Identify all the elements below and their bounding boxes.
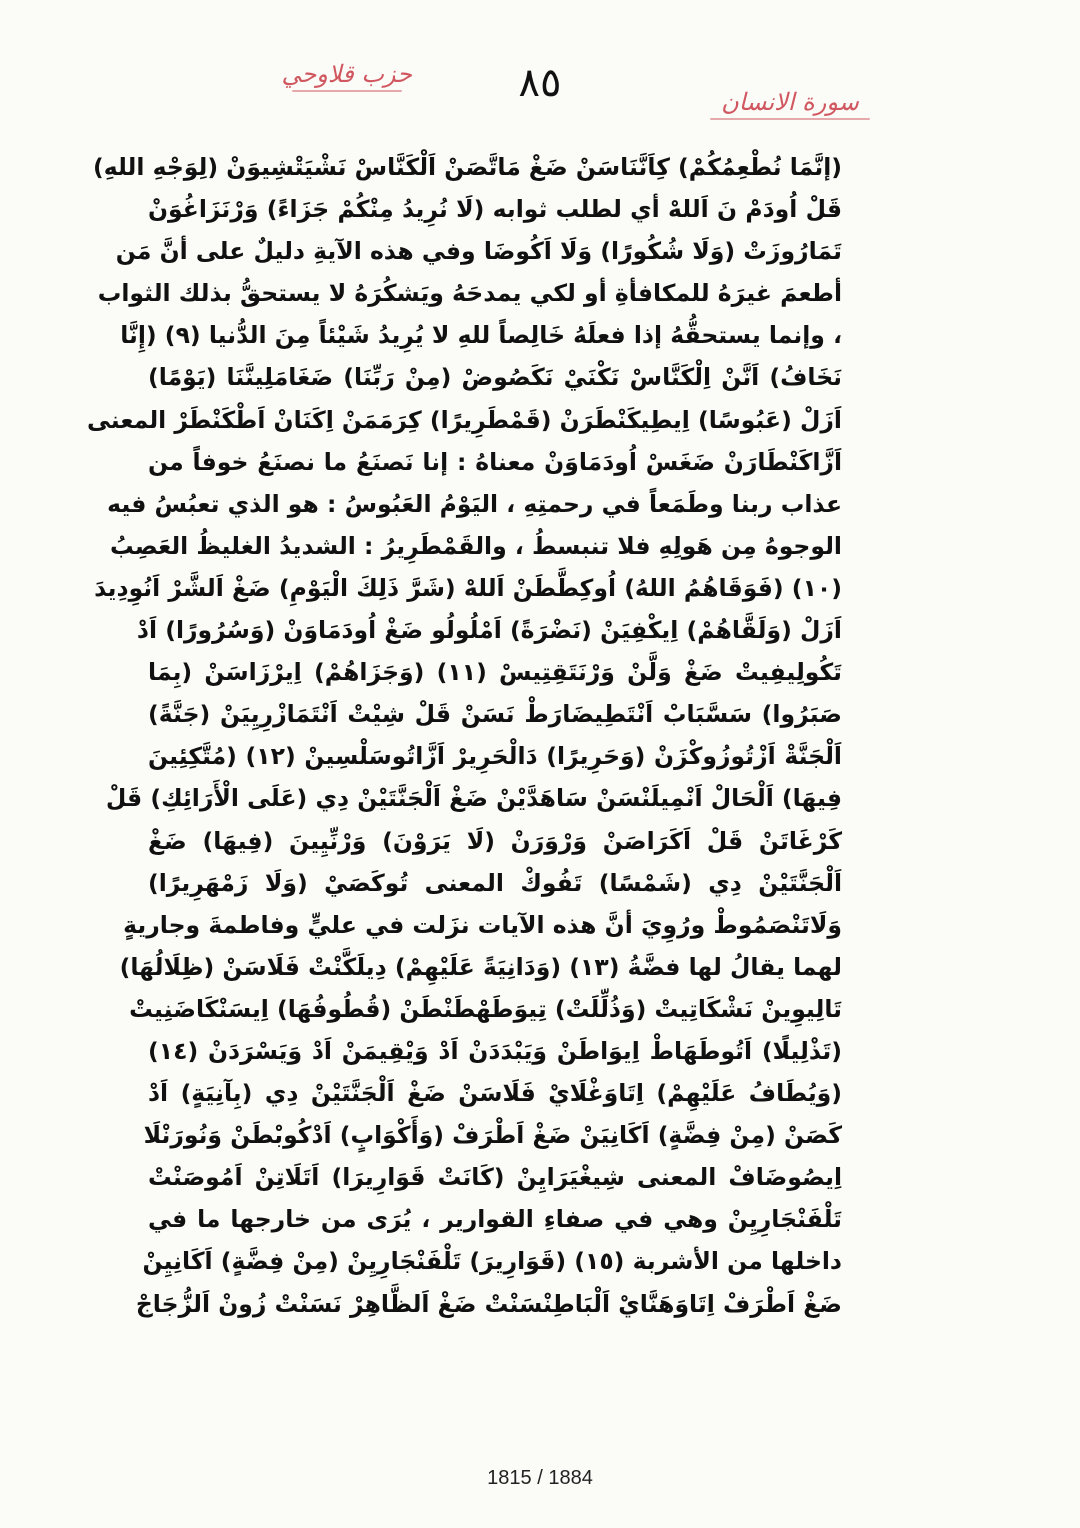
text-line: ضَغْ اَطْرَفْ اِتَاوَهَنَّايْ اَلْبَاطِنْسَنْتْ ضَغْ اَلظَّاهِرْ نَسَنْتْ زُونْ اَلزُّجَاجْ <box>135 1289 842 1318</box>
hizb-note: حزب قلاوحي <box>282 60 412 92</box>
text-line: لهما يقالُ لها فضَّةُ (١٣) (وَدَانِيَةً عَلَيْهِمْ) دِيلَكَّنْتْ فَلَاسَنْ (ظِلَالُهَا) <box>119 952 842 981</box>
text-line: تَكُولِيفِيتْ ضَغْ وَلَّنْ وَرْنَتَقِتِيسْ (١١) (وَجَزَاهُمْ) اِيرْزَاسَنْ (بِمَا <box>148 658 843 687</box>
body-text <box>86 146 843 1325</box>
text-line: فِيهَا) اَلْحَالْ اَنْمِيلَنْسَنْ سَاهَدَّيْنْ ضَغْ اَلْجَنَّتَيْنْ دِي (عَلَى الْأَرَائِكِ) قَلْ <box>105 784 842 813</box>
text-line: اَزَلْ (عَبُوسًا) اِيطِيكَنْطَرَنْ (قَمْطَرِيرًا) كِرَمَمَنْ اِكَنَانْ اَطْكَنْطَرْ المعنى <box>86 405 842 434</box>
text-line: قَلْ اُودَمْ نَ اَللهْ أي لطلب ثوابه (لَا نُرِيدُ مِنْكُمْ جَزَاءً) وَرْنَزَاغُوَنْ <box>148 195 842 224</box>
text-line: اَلْجَنَّتَيْنْ دِي (شَمْسًا) تَفُوكْ المعنى تُوكَصَيْ (وَلَا زَمْهَرِيرًا) <box>148 868 842 897</box>
text-line: نَخَافُ) اَنَّنْ اِلْكَنَّاسْ نَكْنَيْ نَكَصُوضْ (مِنْ رَبِّنَا) ضَغَامَلِينَّنَا (يَوْمًا) <box>148 363 842 392</box>
surah-note: سورة الانسان <box>700 88 880 120</box>
text-line: كَرْغَاتَنْ قَلْ اَكَرَاصَنْ وَرْوَرَنْ (لَا يَرَوْنَ) وَرْنِّيِينَ (فِيهَا) ضَغْ <box>148 826 842 855</box>
text-line: وَلَاتَنْصَمُوطْ ورُوِيَ أنَّ هذه الآيات نزَلت في عليٍّ وفاطمةَ وجاريةٍ <box>123 910 842 939</box>
text-line: صَبَرُوا) سَسَّبَابْ اَنْتَطِيضَارَطْ نَسَنْ قَلْ شِيْتْ اَنْتَمَازْرِيِيَنْ (جَنَّةً) <box>148 700 842 729</box>
text-line: تَمَارُوزَتْ (وَلَا شُكُورًا) وَلَا اَكُوضَا وفي هذه الآيةِ دليلٌ على أنَّ مَن <box>115 237 842 266</box>
page-number: ٨٥ <box>518 60 562 106</box>
text-line: (إنَّمَا نُطْعِمُكُمْ) كِاَنَّنَاسَنْ ضَغْ مَاتَّصَنْ اَلْكَنَّاسْ نَشْيَتْشِيوَنْ (لِوَجْهِ اللهِ) <box>92 153 842 181</box>
text-line: أطعمَ غيرَهُ للمكافأةِ أو لكي يمدحَهُ ويَشكُرَهُ لا يستحقُّ بذلك الثواب <box>97 279 842 308</box>
text-line: اَلْجَنَّةْ اَزْتُوزُوكْزَنْ (وَحَرِيرًا) دَالْحَرِيرْ اَزَّاتُوسَلْسِينْ (١٢) (مُتَّكِئِينَ <box>148 742 842 771</box>
text-line: اَزَّاكَنْطَارَنْ ضَغَسْ اُودَمَاوَنْ معناهُ : إنا نَصنَعُ ما نصنَعُ خوفاً من <box>148 447 842 476</box>
text-line: اِيصُوضَافْ المعنى شِيغْيَرَايِنْ (كَانَتْ قَوَارِيرَا) اَتَلَاتِنْ اَمُوصَنْتْ <box>148 1163 842 1192</box>
text-line: عذاب ربنا وطَمَعاً في رحمتِهِ ، اليَوْمُ العَبُوسُ : هو الذي تعبُسُ فيه <box>107 489 842 518</box>
page-indicator: 1815 / 1884 <box>487 1467 593 1489</box>
text-line: (تَذْلِيلًا) اَتُوطَهَاطْ اِيوَاطَنْ وَيَبْدَدَنْ اَدْ وَيْقِيمَنْ اَدْ وَيَسْرَدَنْ (١٤) <box>148 1036 842 1065</box>
text-line: داخلها من الأشربة (١٥) (قَوَارِيرَ) تَلْفَنْجَارِيِنْ (مِنْ فِضَّةٍ) اَكَانِيِنْ <box>142 1247 842 1276</box>
text-line: (١٠) (فَوَقَاهُمُ اللهُ) اُوكِطَّطَنْ اَللهْ (شَرَّ ذَلِكَ الْيَوْمِ) ضَغْ اَلشَّرْ اَنُوِدِيدَ <box>94 573 842 602</box>
text-line: كَصَنْ (مِنْ فِضَّةٍ) اَكَانِيَنْ ضَغْ اَطْرَفْ (وَأَكْوَابٍ) اَدْكُوبْطَنْ وَنُورَنْلَا <box>143 1121 842 1150</box>
text-line: تَالِيوِينْ نَشْكَاتِيتْ (وَذُلِّلَتْ) تِيوَطَهْطَنْطَنْ (قُطُوفُهَا) اِيسَنْكَاضَنِيتْ <box>129 994 842 1023</box>
text-line: اَزَلْ (وَلَقَّاهُمْ) اِيكْفِيَنْ (نَضْرَةً) اَمْلُولُو ضَغْ اُودَمَاوَنْ (وَسُرُورًا) اَدْ <box>136 616 842 645</box>
text-line: تَلْفَنْجَارِيِنْ وهي في صفاءِ القوارير ، يُرَى من خارجها ما في <box>148 1205 842 1234</box>
text-line: ، وإنما يستحقُّهُ إذا فعلَهُ خَالِصاً للهِ لا يُرِيدُ شَيْئاً مِنَ الدُّنيا (٩) (إِنَّا <box>120 321 842 350</box>
text-line: الوجوهُ مِن هَولِهِ فلا تنبسطُ ، والقَمْطَرِيرُ : الشديدُ الغليظُ العَصِبُ <box>110 531 842 560</box>
text-line: (وَيُطَافُ عَلَيْهِمْ) اِتَاوَغْلَايْ فَلَاسَنْ ضَغْ اَلْجَنَّتَيْنْ دِي (بِآنِيَةٍ) اَدْ <box>148 1079 842 1108</box>
